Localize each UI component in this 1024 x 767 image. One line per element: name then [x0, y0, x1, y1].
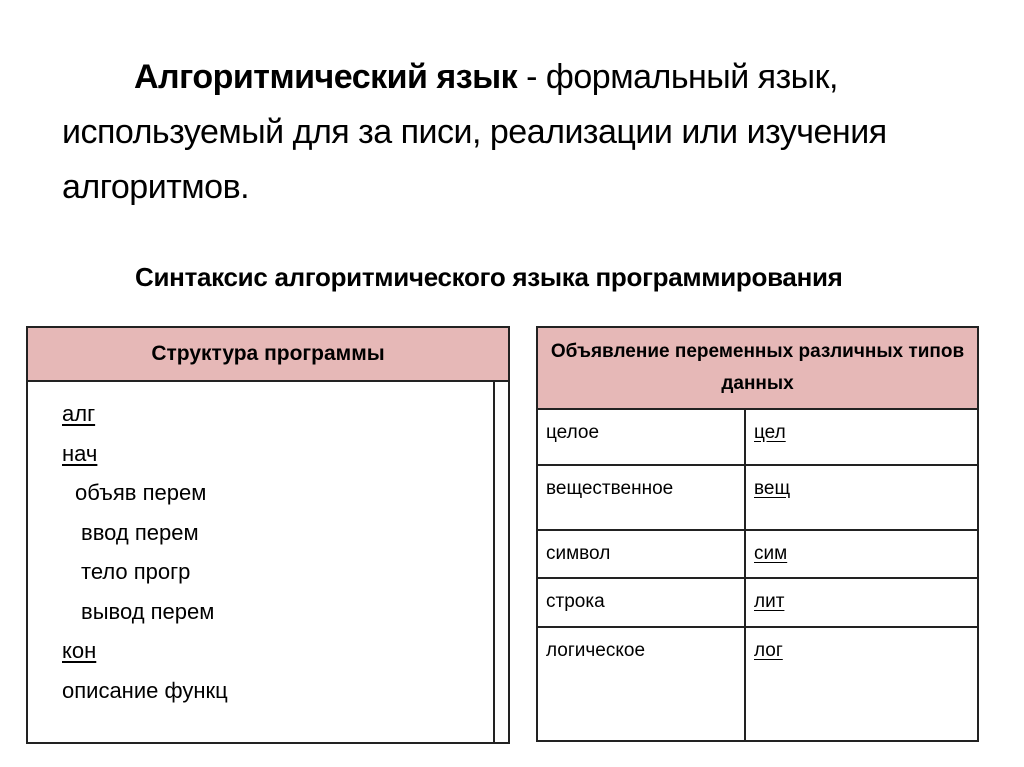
- type-keyword-cell: [745, 627, 978, 741]
- table-row: [537, 530, 978, 578]
- intro-definition: - формальный язык, используемый для за писи, реализации или изучения алгоритмов.: [62, 58, 887, 206]
- type-name-cell: строка: [537, 578, 745, 627]
- table-row: [537, 627, 978, 741]
- program-structure-table: [26, 326, 510, 744]
- program-line: [62, 473, 508, 513]
- inner-divider: [493, 380, 495, 742]
- program-line: [62, 552, 508, 592]
- type-name-cell: символ: [537, 530, 745, 578]
- program-line-text: тело прогр: [81, 559, 191, 584]
- type-keyword: сим: [754, 543, 788, 564]
- data-types-header: Объявление переменных различных типов данных: [537, 327, 978, 409]
- program-line-text: алг: [62, 401, 96, 426]
- program-structure-lines: [28, 382, 508, 710]
- intro-term: Алгоритмический язык: [134, 58, 518, 96]
- program-line: [62, 631, 508, 671]
- data-types-table: [536, 326, 979, 742]
- program-structure-header: Структура программы: [28, 328, 508, 382]
- program-line-text: нач: [62, 440, 98, 466]
- type-keyword-cell: [745, 530, 978, 578]
- program-line: [62, 671, 508, 711]
- type-keyword-cell: [745, 578, 978, 627]
- program-line-text: кон: [62, 638, 97, 663]
- type-name-cell: логическое: [537, 627, 745, 741]
- type-name-cell: вещественное: [537, 465, 745, 530]
- table-row: [537, 409, 978, 465]
- type-keyword-cell: [745, 465, 978, 530]
- program-line: [62, 434, 508, 474]
- section-title: Синтаксис алгоритмического языка программирования: [135, 262, 843, 292]
- program-line-text: вывод перем: [81, 598, 215, 624]
- program-line: [62, 592, 508, 632]
- program-line-text: описание функц: [62, 677, 228, 703]
- type-keyword: цел: [754, 422, 786, 443]
- table-row: [537, 465, 978, 530]
- type-keyword: лог: [754, 640, 783, 661]
- type-keyword-cell: [745, 409, 978, 465]
- program-line-text: объяв перем: [75, 480, 207, 505]
- program-line: [62, 394, 508, 434]
- table-row: [537, 578, 978, 627]
- type-name-cell: целое: [537, 409, 745, 465]
- type-keyword: лит: [754, 591, 785, 612]
- type-keyword: вещ: [754, 478, 791, 499]
- program-line: [62, 513, 508, 553]
- intro-paragraph: [62, 50, 992, 215]
- program-line-text: ввод перем: [81, 519, 199, 545]
